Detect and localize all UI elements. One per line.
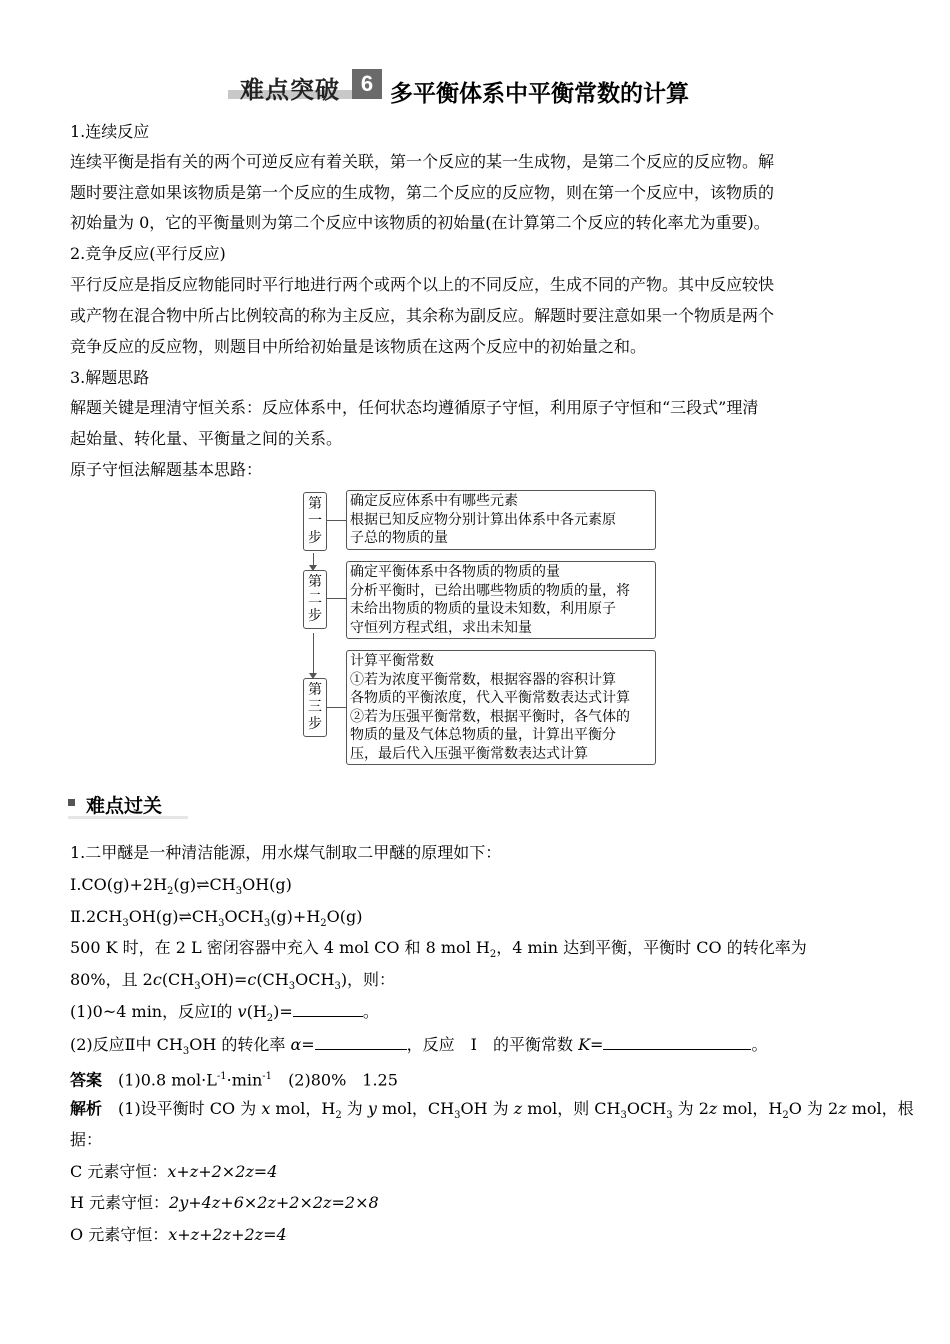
step-3-description: [346, 650, 656, 765]
desc-line: 压，最后代入压强平衡常数表达式计算: [350, 745, 588, 762]
answer-blank[interactable]: [293, 1002, 363, 1017]
square-bullet-icon: [68, 799, 75, 806]
q1-part2: (2)反应Ⅱ中 $CH_3OH$ 的转化率 α= ，反应 Ⅰ 的平衡常数 K= 。: [70, 1035, 768, 1058]
desc-line: ①若为浓度平衡常数，根据容器的容积计算: [350, 671, 616, 688]
desc-line: 子总的物质的量: [350, 530, 448, 546]
page-title: 多平衡体系中平衡常数的计算: [390, 81, 689, 107]
header-label: 难点突破: [240, 75, 340, 104]
s2-para-line: 竞争反应的反应物，则题目中所给初始量是该物质在这两个反应中的初始量之和。: [70, 337, 647, 356]
section-title: 难点过关: [86, 795, 163, 817]
s2-para-line: 平行反应是指反应物能同时平行地进行两个或两个以上的不同反应，生成不同的产物。其中反应较快: [70, 275, 775, 294]
flow-connector: [326, 707, 346, 708]
s3-para-line: 起始量、转化量、平衡量之间的关系。: [70, 429, 343, 448]
step-char: 第: [308, 574, 322, 590]
analysis-line: 解析 (1)设平衡时 CO 为 x mol，$H_2$ 为 y mol，$CH_3OH$ 为 z mol，则 $CH_3OCH_3$ 为 2z mol，$H_2O$ 为 2z mol，根: [70, 1099, 914, 1122]
answer-label: 答案: [70, 1070, 103, 1090]
s1-para-line: 初始量为 0，它的平衡量则为第二个反应中该物质的初始量(在计算第二个反应的转化率尤为重要)。: [70, 213, 770, 232]
s3-para-line: 解题关键是理清守恒关系：反应体系中，任何状态均遵循原子守恒，利用原子守恒和“三段式”理清: [70, 398, 759, 417]
step-char: 二: [308, 591, 322, 607]
o-conservation: O 元素守恒：x+z+2z+2z=4: [70, 1225, 287, 1244]
s1-para-line: 连续平衡是指有关的两个可逆反应有着关联，第一个反应的某一生成物，是第二个反应的反应物。解: [70, 152, 775, 171]
flow-connector: [313, 633, 314, 675]
desc-line: 根据已知反应物分别计算出体系中各元素原: [350, 511, 616, 528]
analysis-label: 解析: [70, 1099, 103, 1118]
q1-intro: 1.二甲醚是一种清洁能源，用水煤气制取二甲醚的原理如下：: [70, 843, 502, 862]
desc-line: 确定反应体系中有哪些元素: [350, 493, 518, 509]
flow-connector: [326, 598, 346, 599]
desc-line: 确定平衡体系中各物质的物质的量: [350, 564, 560, 580]
step-char: 一: [308, 513, 322, 529]
step-3-box: [303, 678, 327, 737]
step-1-box: [303, 492, 327, 551]
step-char: 步: [308, 716, 322, 732]
q1-condition: 80%，且 $2c(CH_3OH)=c(CH_3OCH_3)$，则：: [70, 970, 396, 993]
h-conservation: H 元素守恒：2y+4z+6×2z+2×2z=2×8: [70, 1193, 379, 1212]
s1-para-line: 题时要注意如果该物质是第一个反应的生成物，第二个反应的反应物，则在第一个反应中，该物质的: [70, 183, 775, 202]
step-1-description: [346, 490, 656, 550]
s2-para-line: 或产物在混合物中所占比例较高的称为主反应，其余称为副反应。解题时要注意如果一个物质是两个: [70, 306, 775, 325]
desc-line: ②若为压强平衡常数，根据平衡时，各气体的: [350, 708, 630, 725]
s2-heading: 2.竞争反应(平行反应): [70, 244, 226, 263]
step-2-description: [346, 561, 656, 639]
reaction-2: $Ⅱ.2CH_3OH(g)\rightleftharpoons CH_3OCH_3(g)+H_2O(g)$: [70, 907, 363, 930]
c-conservation: C 元素守恒：x+z+2×2z=4: [70, 1162, 278, 1181]
reaction-1: $Ⅰ.CO(g)+2H_2(g)\rightleftharpoons CH_3OH(g)$: [70, 875, 292, 898]
desc-line: 未给出物质的物质的量设未知数，利用原子: [350, 601, 616, 617]
flow-connector: [326, 520, 346, 521]
desc-line: 计算平衡常数: [350, 653, 434, 669]
answer-line: 答案 (1)0.8 $mol\cdot L^{-1}\cdot\min^{-1}$ (2)80% 1.25: [70, 1070, 398, 1090]
s3-heading: 3.解题思路: [70, 368, 150, 387]
step-char: 三: [308, 699, 322, 715]
q1-part1: (1)0~4 min，反应Ⅰ的 $v(H_2)=$ 。: [70, 1002, 379, 1025]
desc-line: 各物质的平衡浓度，代入平衡常数表达式计算: [350, 690, 630, 706]
header-number-badge: 6: [352, 69, 382, 99]
s3-para-line: 原子守恒法解题基本思路：: [70, 460, 263, 479]
step-char: 步: [308, 608, 322, 624]
analysis-line: 据：: [70, 1130, 103, 1149]
q1-condition: 500 K 时，在 2 L 密闭容器中充入 4 mol CO 和 8 mol $H_2$，4 min 达到平衡，平衡时 CO 的转化率为: [70, 938, 807, 961]
step-char: 第: [308, 682, 322, 698]
desc-line: 守恒列方程式组，求出未知量: [350, 619, 532, 636]
desc-line: 物质的量及气体总物质的量，计算出平衡分: [350, 727, 616, 743]
step-2-box: [303, 570, 327, 629]
step-char: 步: [308, 530, 322, 546]
answer-blank[interactable]: [603, 1035, 751, 1050]
answer-blank[interactable]: [315, 1035, 407, 1050]
step-char: 第: [308, 496, 322, 512]
desc-line: 分析平衡时，已给出哪些物质的物质的量，将: [350, 582, 630, 599]
s1-heading: 1.连续反应: [70, 122, 150, 141]
